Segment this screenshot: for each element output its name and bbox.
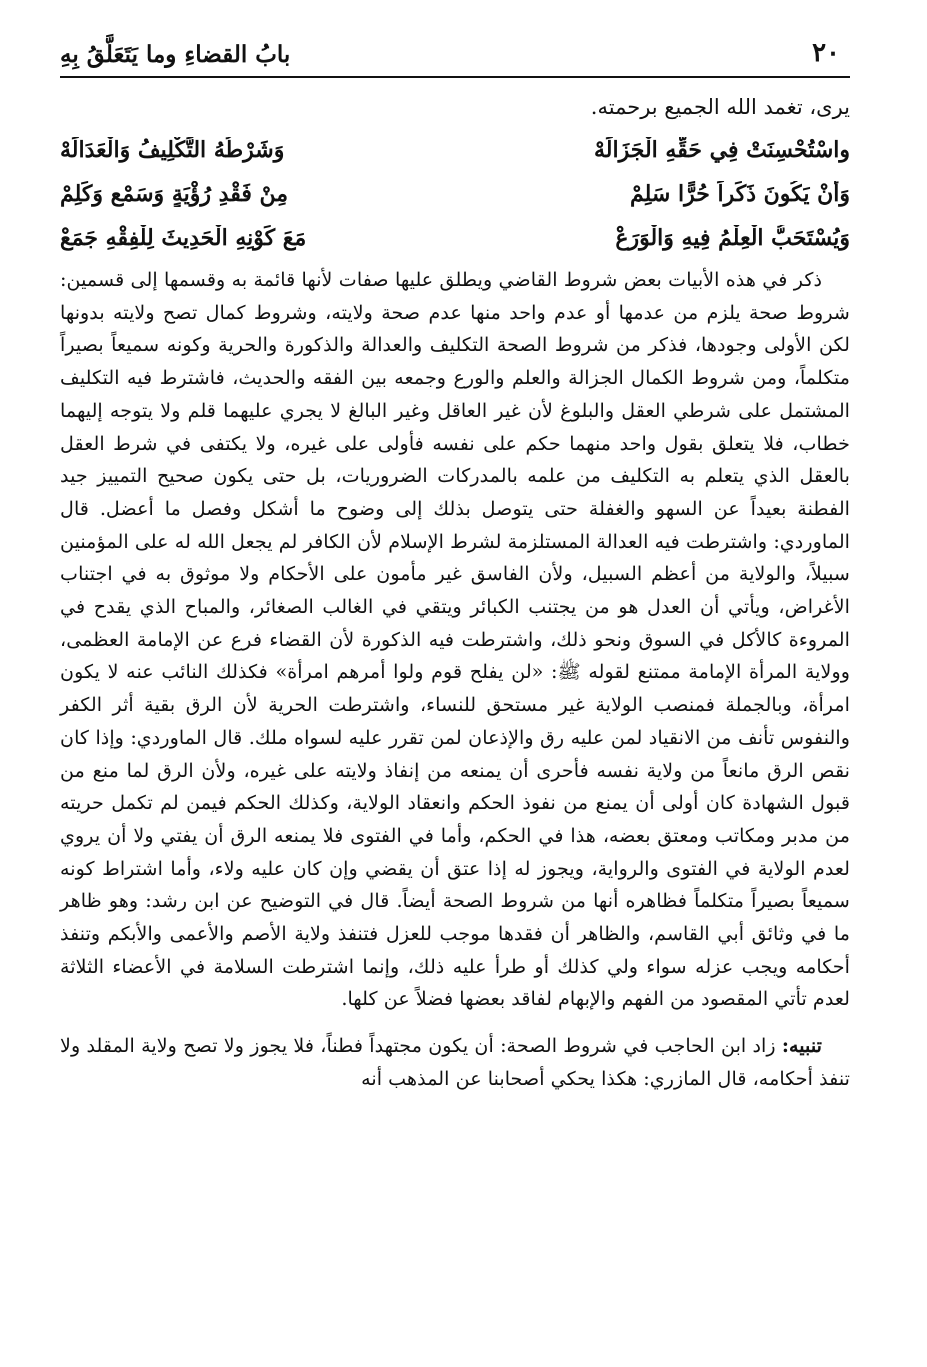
book-page [60,30,850,1096]
verse-row [60,128,850,172]
page-header [60,30,850,78]
verse-first-hemistich: واسْتُحْسِنَتْ فِي حَقِّهِ الْجَزَالَهْ [594,137,850,163]
note-paragraph [60,1030,850,1095]
commentary-paragraph: ذكر في هذه الأبيات بعض شروط القاضي ويطلق عليها صفات لأنها قائمة به وقسمها إلى قسمين: شروط صحة يلزم من عدمها أو عدم واحد منها عدم صحة ولايته، وشروط كمال تصح ولايته بدونها لكن الأولى وجودها، فذكر من شروط الصحة التكليف والعدالة والذكورة والحرية وكونه سميعاً بصيراً متكلماً، ومن شروط الكمال الجزالة والعلم والورع وجمعه بين الفقه والحديث، فاشترط فيه التكليف المشتمل على شرطي العقل والبلوغ لأن غير العاقل وغير البالغ لا يجري عليهما قلم ولا يتوجه إليهما خطاب، فلا يتعلق بقول واحد منهما حكم على نفسه فأولى على غيره، ولا يكتفى في شرط العقل بالعقل الذي يتعلم به التكليف من علمه بالمدركات الضروريات، بل حتى يكون صحيح التمييز جيد الفطنة بعيداً عن السهو والغفلة حتى يتوصل بذلك إلى وضوح ما أشكل وفصل ما أعضل. قال الماوردي: واشترطت فيه العدالة المستلزمة لشرط الإسلام لأن الكافر لم يجعل الله له على المؤمنين سبيلاً، والولاية من أعظم السبيل، ولأن الفاسق غير مأمون على الأحكام ولا موثوق به في اجتناب الأغراض، ويأتي أن العدل هو من يجتنب الكبائر ويتقي في الغالب الصغائر، والمباح الذي يقدح في المروءة كالأكل في السوق ونحو ذلك، واشترطت فيه الذكورة لأن القضاء فرع عن الإمامة العظمى، وولاية المرأة الإمامة ممتنع لقوله ﷺ: «لن يفلح قوم ولوا أمرهم امرأة» فكذلك النائب عنه لا يكون امرأة، وبالجملة فمنصب الولاية غير مستحق للنساء، واشترطت الحرية لأن الرق بقية أثر الكفر والنفوس تأنف من الانقياد لمن عليه رق والإذعان لمن تقرر عليه لسواه ملك. قال الماوردي: وإذا كان نقص الرق مانعاً من ولاية نفسه فأحرى أن يمنعه من إنفاذ ولايته على غيره، ولأن الرق لما منع من قبول الشهادة كان أولى أن يمنع من نفوذ الحكم وانعقاد الولاية، وكذلك الحكم فيمن لم تكمل حريته من مدبر ومكاتب ومعتق بعضه، هذا في الحكم، وأما في الفتوى فلا يمنعه الرق أن يفتي ولا أن يروي لعدم الولاية في الفتوى والرواية، ويجوز له إذا عتق أن يقضي وإن كان عليه ولاء، وأما اشتراط كونه سميعاً بصيراً متكلماً فظاهره أنها من شروط الصحة أيضاً. قال في التوضيح عن ابن رشد: وهو ظاهر ما في وثائق أبي القاسم، والظاهر أن فقدها موجب للعزل فتنفذ ولاية الأصم والأعمى والأبكم وتنفذ أحكامه ويجب عزله سواء ولي كذلك أو طرأ عليه ذلك، وإنما اشترطت السلامة في الأعضاء الثلاثة لعدم تأتي المقصود من الفهم والإبهام لفاقد بعضها فضلاً عن كلها. [60,268,850,1011]
intro-line: يرى، تغمد الله الجميع برحمته. [590,95,850,119]
poem-verses [60,128,850,260]
verse-first-hemistich: وَيُسْتَحَبُّ الْعِلْمُ فِيهِ وَالْوَرَعْ [615,225,850,251]
verse-second-hemistich: مَعَ كَوْنِهِ الْحَدِيثَ لِلْفِقْهِ جَمَعْ [60,225,307,251]
verse-first-hemistich: وَأَنْ يَكُونَ ذَكَراً حُرًّا سَلِمْ [629,181,850,207]
verse-second-hemistich: مِنْ فَقْدِ رُؤْيَةٍ وَسَمْعٍ وَكَلِمْ [60,181,289,207]
verse-row [60,216,850,260]
verse-second-hemistich: وَشَرْطُهُ التَّكْلِيفُ وَالْعَدَالَهْ [60,137,285,163]
running-title: بابُ القضاءِ وما يَتَعَلَّقُ بِهِ [60,41,291,68]
verse-row [60,172,850,216]
page-number: ٢٠ [812,38,840,68]
note-text: زاد ابن الحاجب في شروط الصحة: أن يكون مجتهداً فطناً، فلا يجوز ولا تصح ولاية المقلد ولا تنفذ أحكامه، قال المازري: هكذا يحكي أصحابنا عن المذهب أنه [60,1034,850,1090]
note-label: تنبيه: [781,1034,822,1058]
